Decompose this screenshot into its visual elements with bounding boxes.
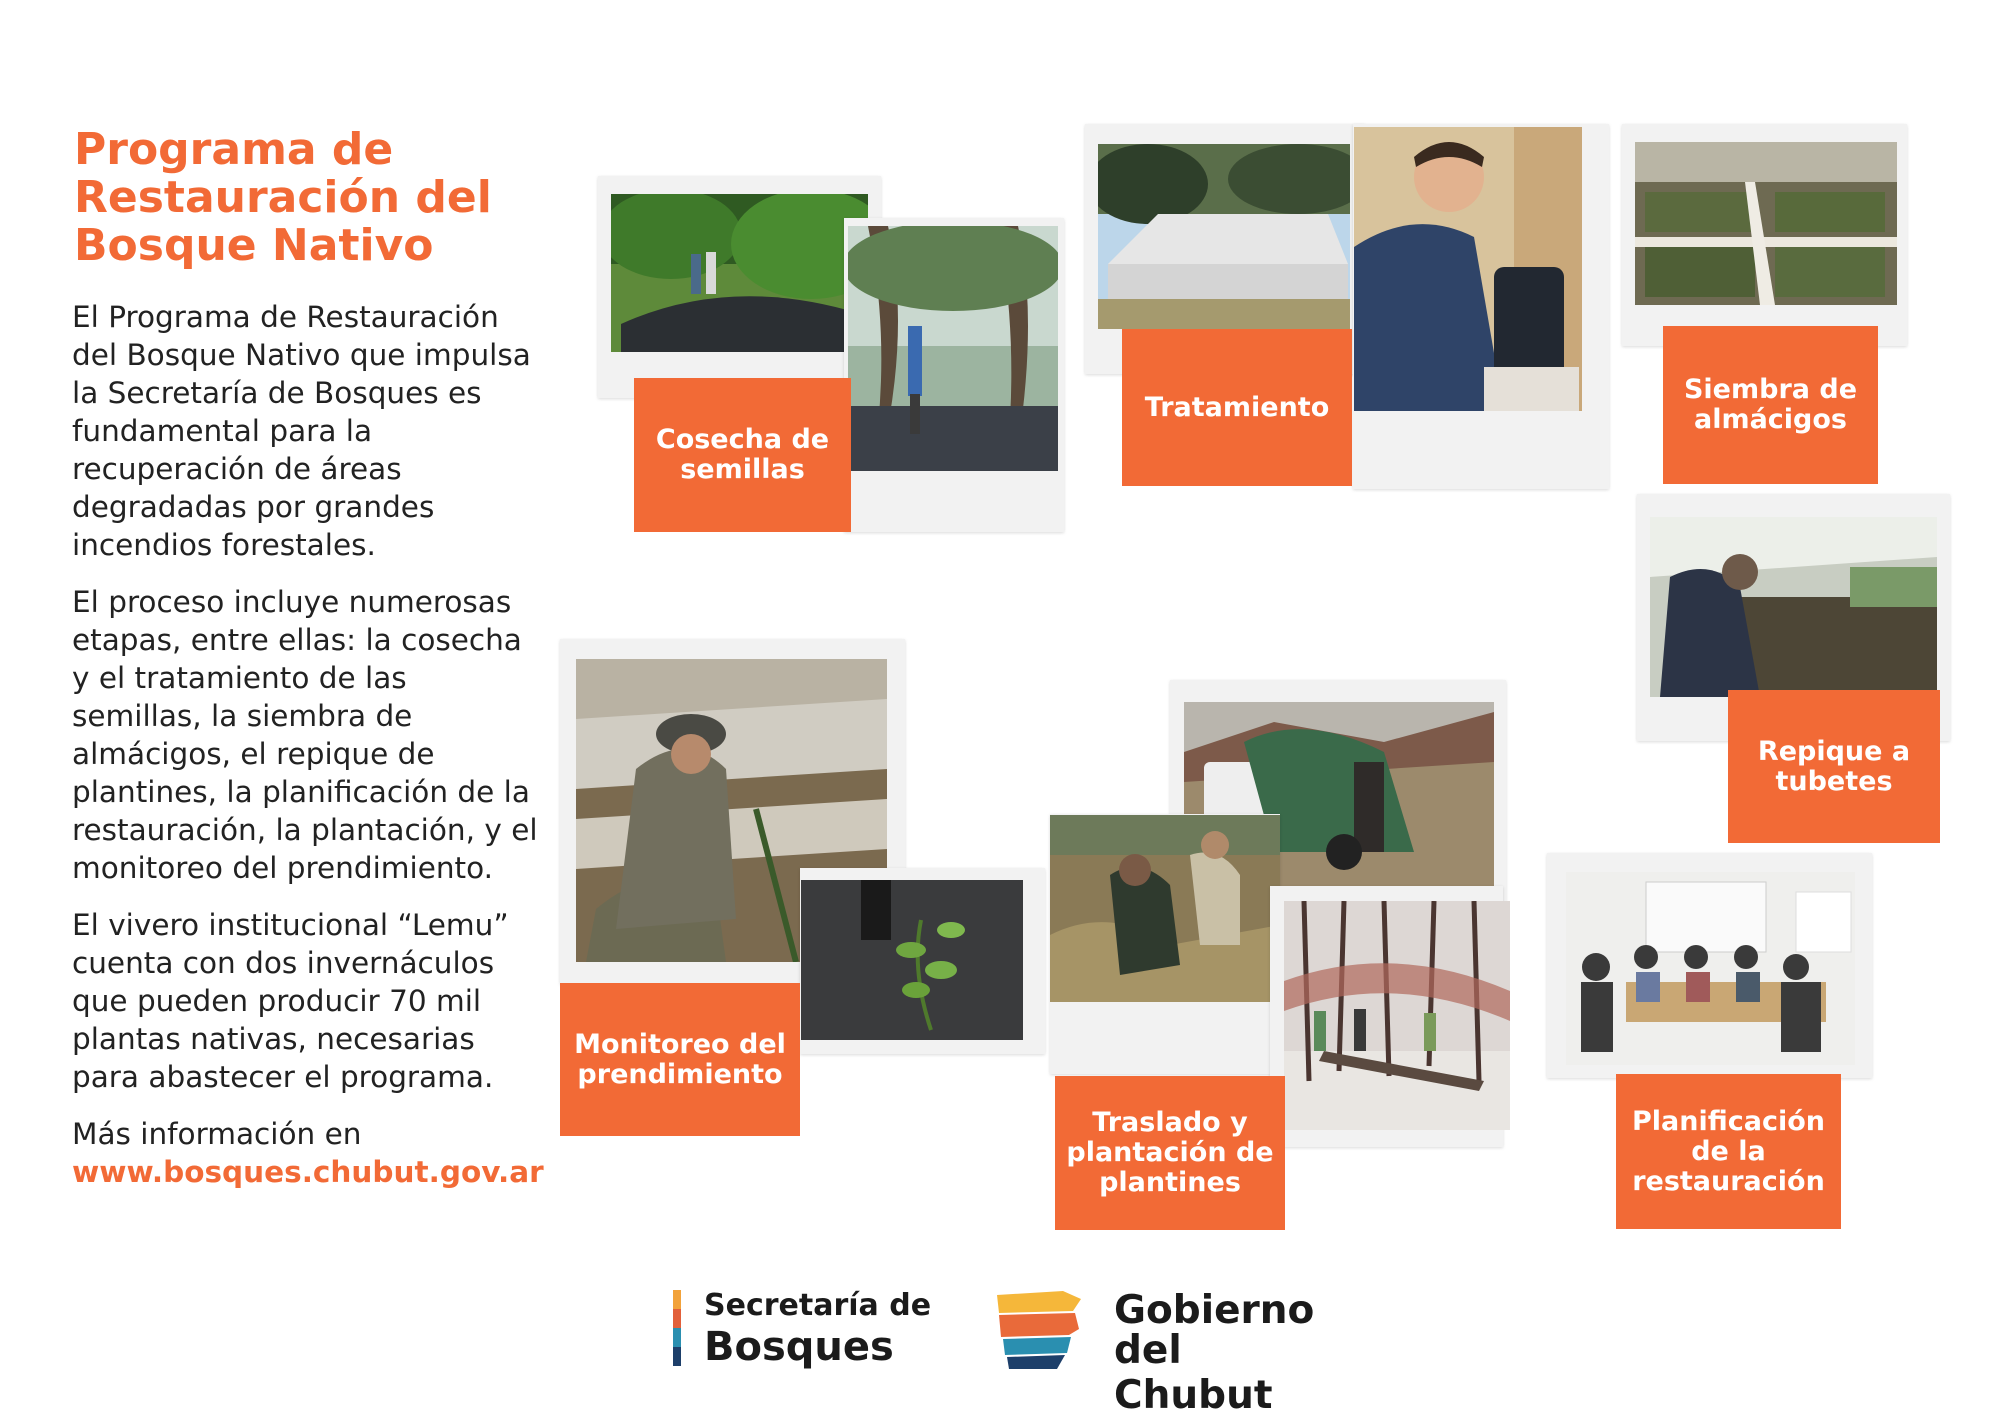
label-planificacion: Planificación de la restauración (1616, 1074, 1841, 1229)
photo-tree-person (844, 218, 1064, 532)
secretaria-line1: Secretaría de (704, 1288, 932, 1323)
more-info (72, 1115, 542, 1191)
gobierno-line1: Gobierno (1114, 1288, 1315, 1333)
logo-color-bar-icon (673, 1290, 681, 1366)
photo-snowy-forest-walk (1270, 886, 1503, 1147)
label-traslado: Traslado y plantación de plantines (1055, 1076, 1285, 1230)
paragraph-1: El Programa de Restauración del Bosque Nativo que impulsa la Secretaría de Bosques es fundamental para la recuperación de áreas degradadas por grandes incendios forestales. (72, 300, 531, 562)
label-siembra: Siembra de almácigos (1663, 326, 1878, 484)
intro-text (72, 298, 542, 1210)
label-monitoreo: Monitoreo del prendimiento (560, 983, 800, 1136)
more-info-text: Más información en (72, 1117, 362, 1151)
page-title: Programa de Restauración del Bosque Nativo (74, 124, 492, 271)
gobierno-line2: del Chubut (1114, 1328, 1273, 1418)
photo-planning-meeting (1547, 853, 1872, 1078)
photo-planting-team (1050, 814, 1280, 1074)
photo-seedling (800, 868, 1045, 1054)
photo-forest-seed-collection (598, 176, 881, 398)
photo-seed-machine (1353, 124, 1609, 489)
label-cosecha: Cosecha de semillas (634, 378, 851, 532)
label-tratamiento: Tratamiento (1122, 329, 1352, 486)
chubut-map-icon (993, 1289, 1085, 1371)
paragraph-2: El proceso incluye numerosas etapas, entre ellas: la cosecha y el tratamiento de las semillas, la siembra de almácigos, el repique de plantines, la planificación de la restauración, la plantación, y el monitoreo del prendimiento. (72, 585, 538, 885)
paragraph-3: El vivero institucional “Lemu” cuenta con dos invernáculos que pueden producir 70 mil plantas nativas, necesarias para abastecer el programa. (72, 908, 509, 1094)
label-repique: Repique a tubetes (1728, 690, 1940, 843)
secretaria-line2: Bosques (704, 1324, 894, 1370)
secretaria-de-bosques-logo (672, 1288, 952, 1370)
website-link[interactable]: www.bosques.chubut.gov.ar (72, 1155, 544, 1189)
photo-seedbeds (1622, 124, 1907, 346)
gobierno-del-chubut-logo (992, 1284, 1352, 1418)
